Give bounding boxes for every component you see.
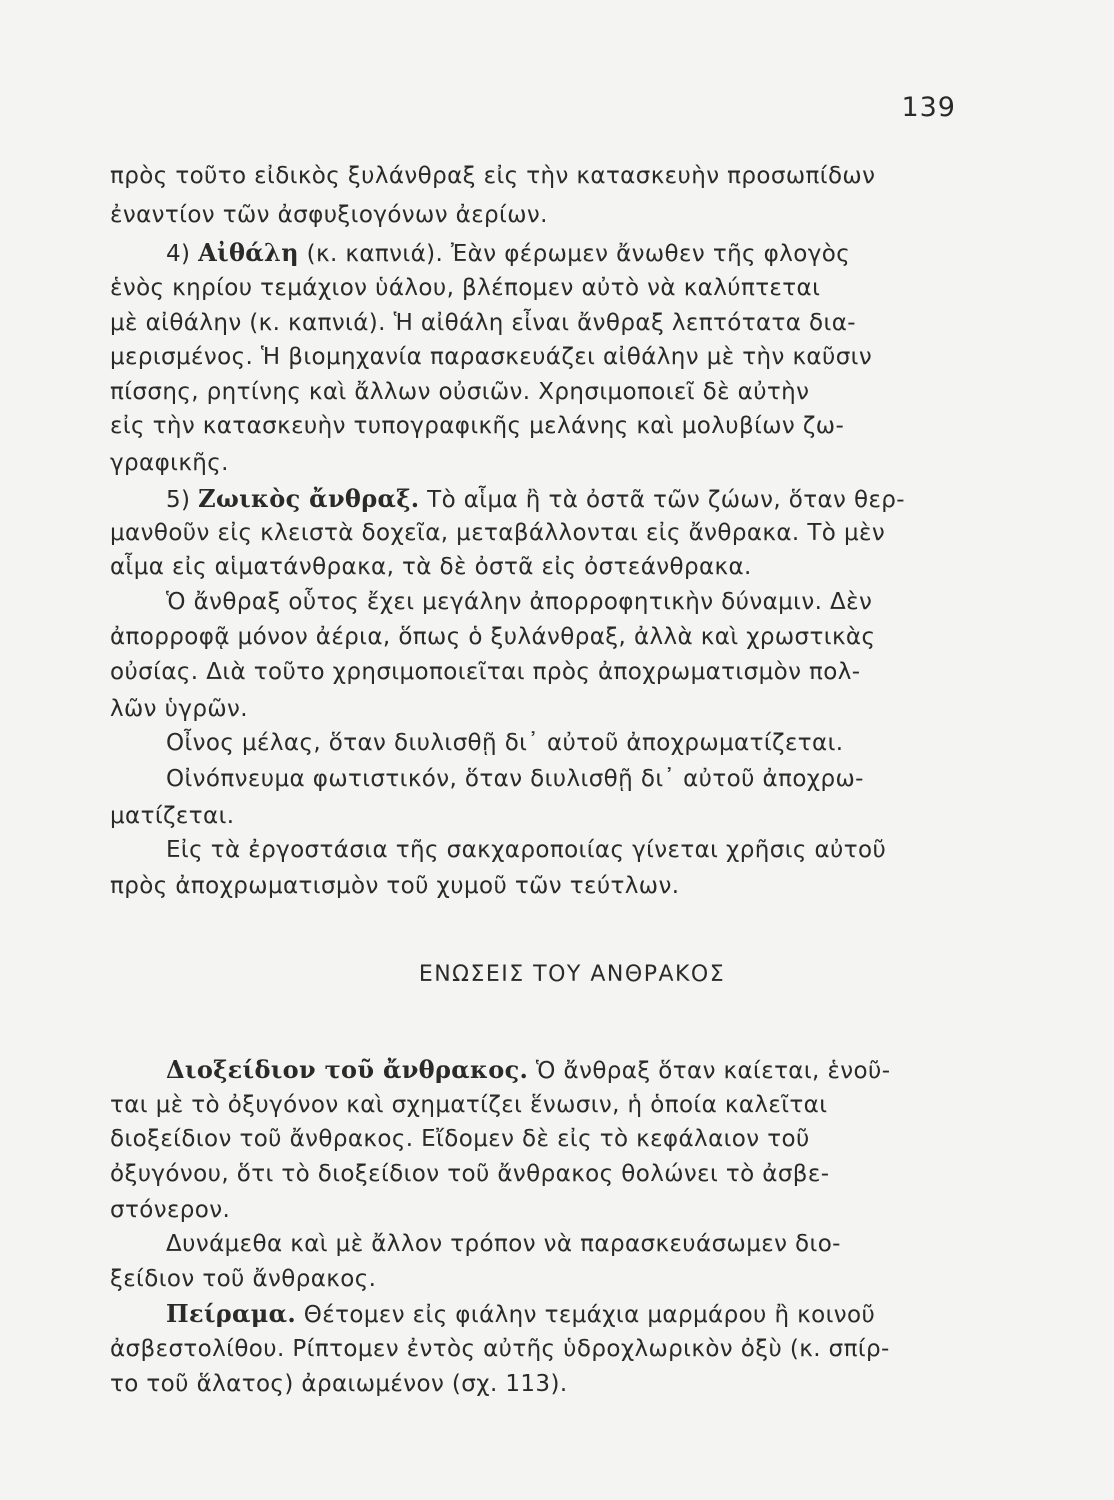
- text-line: μανθοῦν εἰς κλειστὰ δοχεῖα, μεταβάλλονται εἰς ἄνθρακα. Τὸ μὲν: [110, 520, 886, 546]
- term-heading: Διοξείδιον τοῦ ἄνθρακος.: [166, 1055, 529, 1084]
- text-line: πρὸς ἀποχρωματισμὸν τοῦ χυμοῦ τῶν τεύτλων.: [110, 873, 680, 899]
- text-line: ἀπορροφᾷ μόνον ἀέρια, ὅπως ὁ ξυλάνθραξ, ἀλλὰ καὶ χρωστικὰς: [110, 624, 876, 650]
- text-line: ὀξυγόνου, ὅτι τὸ διοξείδιον τοῦ ἄνθρακος θολώνει τὸ ἀσβε-: [110, 1161, 830, 1187]
- section-heading: ΕΝΩΣΕΙΣ ΤΟΥ ΑΝΘΡΑΚΟΣ: [418, 962, 726, 987]
- text-line: Ὁ ἄνθραξ οὗτος ἔχει μεγάλην ἀπορροφητικὴν δύναμιν. Δὲν: [166, 589, 873, 615]
- text-line: ἐναντίον τῶν ἀσφυξιογόνων ἀερίων.: [110, 202, 548, 228]
- text-line: πίσσης, ρητίνης καὶ ἄλλων οὐσιῶν. Χρησιμοποιεῖ δὲ αὐτὴν: [110, 379, 810, 405]
- text-line: πρὸς τοῦτο εἰδικὸς ξυλάνθραξ εἰς τὴν κατασκευὴν προσωπίδων: [110, 163, 876, 189]
- text-line: Διοξείδιον τοῦ ἄνθρακος. Ὁ ἄνθραξ ὅταν καίεται, ἑνοῦ-: [166, 1055, 891, 1084]
- text-line: το τοῦ ἅλατος) ἀραιωμένον (σχ. 113).: [110, 1371, 568, 1397]
- text-line: μὲ αἰθάλην (κ. καπνιά). Ἡ αἰθάλη εἶναι ἄνθραξ λεπτότατα δια-: [110, 310, 856, 336]
- text-line: οὐσίας. Διὰ τοῦτο χρησιμοποιεῖται πρὸς ἀποχρωματισμὸν πολ-: [110, 659, 861, 685]
- text-line: Οἶνος μέλας, ὅταν διυλισθῇ δι᾽ αὐτοῦ ἀποχρωματίζεται.: [166, 730, 844, 756]
- page-number: 139: [901, 92, 956, 123]
- text-line: Οἰνόπνευμα φωτιστικόν, ὅταν διυλισθῇ δι᾽ αὐτοῦ ἀποχρω-: [166, 766, 864, 792]
- text-line: εἰς τὴν κατασκευὴν τυπογραφικῆς μελάνης καὶ μολυβίων ζω-: [110, 413, 845, 439]
- text-line: Δυνάμεθα καὶ μὲ ἄλλον τρόπον νὰ παρασκευάσωμεν διο-: [166, 1231, 841, 1257]
- text-line: ἀσβεστολίθου. Ρίπτομεν ἐντὸς αὐτῆς ὑδροχλωρικὸν ὀξὺ (κ. σπίρ-: [110, 1336, 890, 1362]
- term-heading: Αἰθάλη: [198, 238, 299, 267]
- text-line: Εἰς τὰ ἐργοστάσια τῆς σακχαροποιίας γίνεται χρῆσις αὐτοῦ: [166, 837, 887, 863]
- term-heading: Ζωικὸς ἄνθραξ.: [198, 484, 420, 513]
- text-line: Πείραμα. Θέτομεν εἰς φιάλην τεμάχια μαρμάρου ἢ κοινοῦ: [166, 1299, 876, 1328]
- text-line: αἷμα εἰς αἱματάνθρακα, τὰ δὲ ὀστᾶ εἰς ὀστεάνθρακα.: [110, 554, 752, 580]
- text-line: στόνερον.: [110, 1197, 231, 1223]
- term-heading: Πείραμα.: [166, 1299, 297, 1328]
- text-line: μερισμένος. Ἡ βιομηχανία παρασκευάζει αἰθάλην μὲ τὴν καῦσιν: [110, 344, 873, 370]
- text-line: ἑνὸς κηρίου τεμάχιον ὑάλου, βλέπομεν αὐτὸ νὰ καλύπτεται: [110, 275, 821, 301]
- text-line: γραφικῆς.: [110, 450, 229, 476]
- text-line: ται μὲ τὸ ὀξυγόνον καὶ σχηματίζει ἕνωσιν, ἡ ὁποία καλεῖται: [110, 1092, 828, 1118]
- text-line: ματίζεται.: [110, 803, 235, 829]
- text-line: ξείδιον τοῦ ἄνθρακος.: [110, 1266, 377, 1292]
- text-line: λῶν ὑγρῶν.: [110, 696, 248, 722]
- text-line: 5) Ζωικὸς ἄνθραξ. Τὸ αἷμα ἢ τὰ ὀστᾶ τῶν ζώων, ὅταν θερ-: [166, 484, 905, 513]
- text-line: 4) Αἰθάλη (κ. καπνιά). Ἐὰν φέρωμεν ἄνωθεν τῆς φλογὸς: [166, 238, 851, 267]
- text-line: διοξείδιον τοῦ ἄνθρακος. Εἴδομεν δὲ εἰς τὸ κεφάλαιον τοῦ: [110, 1126, 810, 1152]
